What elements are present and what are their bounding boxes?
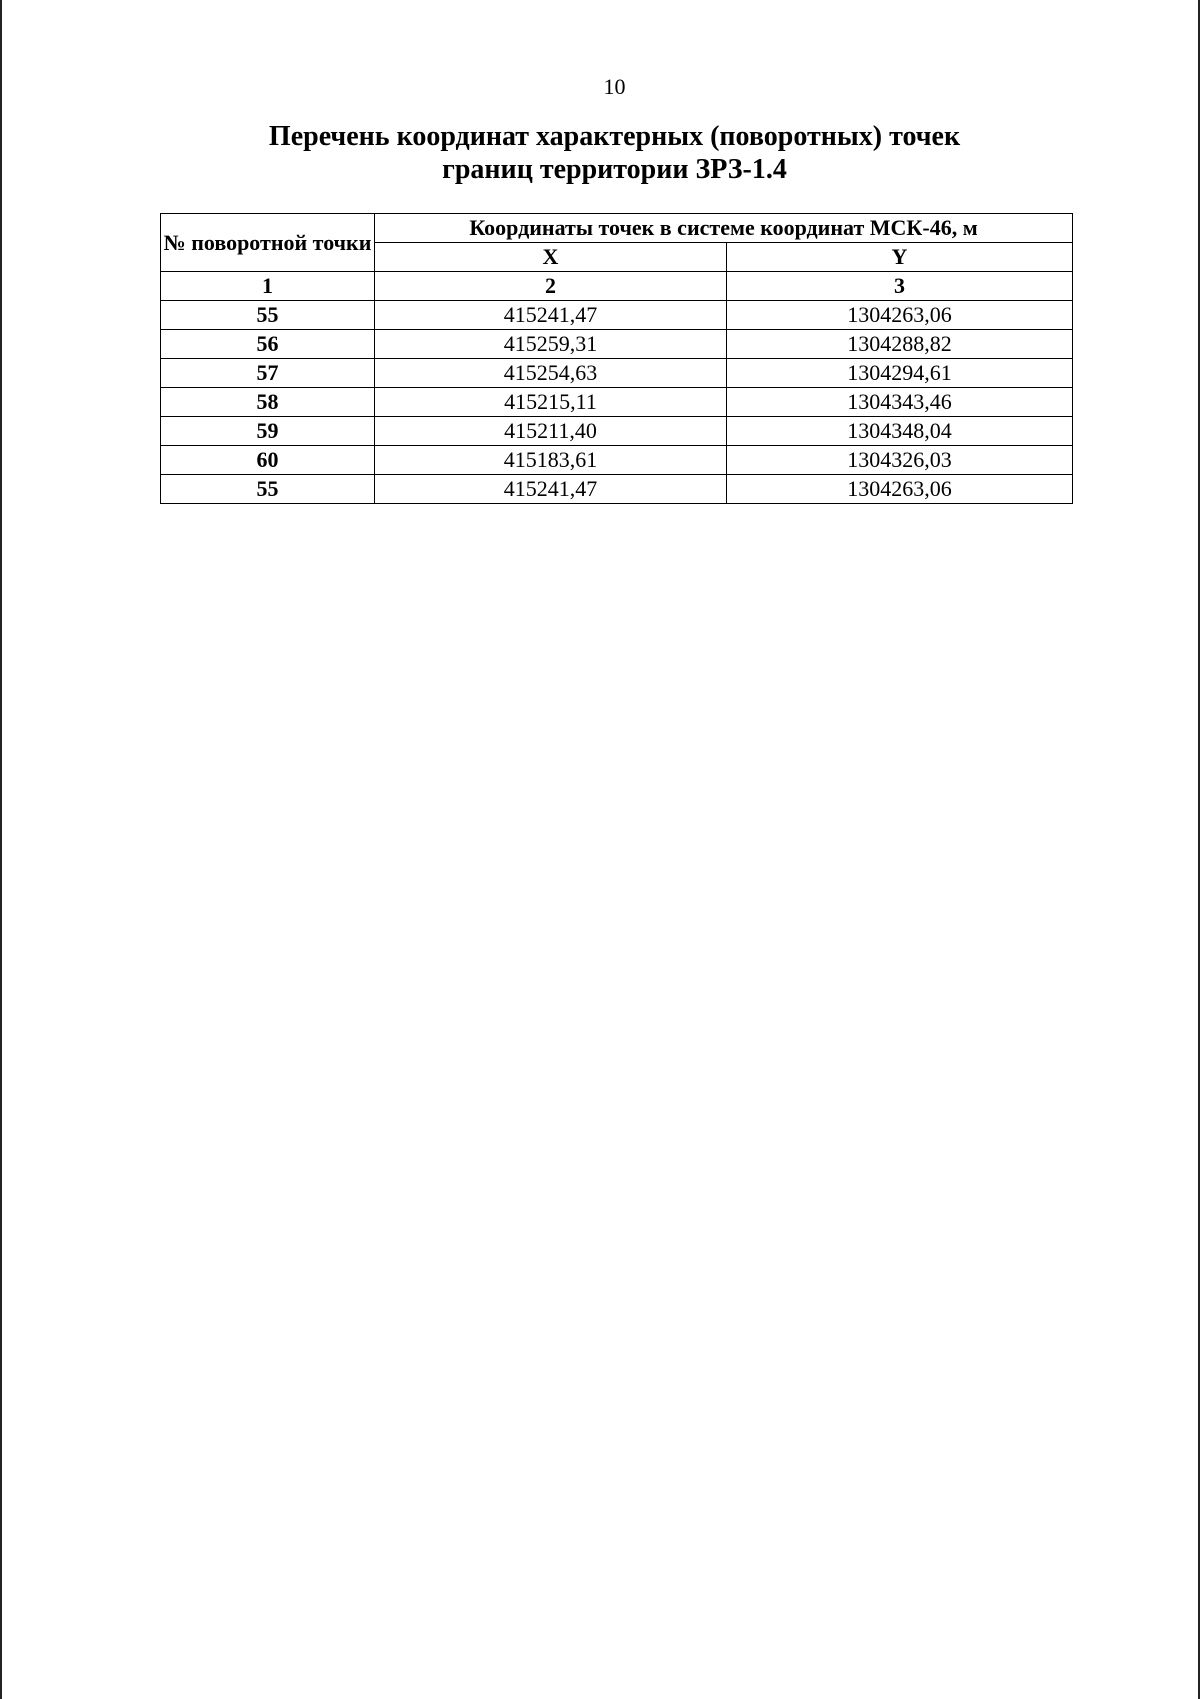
table-header-row — [161, 214, 1073, 243]
column-number-1: 1 — [161, 272, 375, 301]
point-number-cell: 58 — [161, 388, 375, 417]
table-row — [161, 388, 1073, 417]
column-numbers-row — [161, 272, 1073, 301]
table-row — [161, 475, 1073, 504]
column-number-3: 3 — [727, 272, 1073, 301]
column-number-2: 2 — [375, 272, 727, 301]
y-coordinate-cell: 1304348,04 — [727, 417, 1073, 446]
point-number-cell: 59 — [161, 417, 375, 446]
table-row — [161, 417, 1073, 446]
title-line-1: Перечень координат характерных (поворотных) точек — [268, 121, 961, 152]
table-row — [161, 330, 1073, 359]
header-point-number: № поворотной точки — [161, 214, 375, 272]
y-coordinate-cell: 1304288,82 — [727, 330, 1073, 359]
table-row — [161, 359, 1073, 388]
header-y: Y — [727, 243, 1073, 272]
y-coordinate-cell: 1304263,06 — [727, 301, 1073, 330]
point-number-cell: 56 — [161, 330, 375, 359]
y-coordinate-cell: 1304263,06 — [727, 475, 1073, 504]
y-coordinate-cell: 1304343,46 — [727, 388, 1073, 417]
point-number-cell: 57 — [161, 359, 375, 388]
header-coordinates: Координаты точек в системе координат МСК-46, м — [375, 214, 1073, 243]
x-coordinate-cell: 415259,31 — [375, 330, 727, 359]
point-number-cell: 55 — [161, 301, 375, 330]
point-number-cell: 60 — [161, 446, 375, 475]
x-coordinate-cell: 415211,40 — [375, 417, 727, 446]
y-coordinate-cell: 1304326,03 — [727, 446, 1073, 475]
x-coordinate-cell: 415183,61 — [375, 446, 727, 475]
x-coordinate-cell: 415215,11 — [375, 388, 727, 417]
point-number-cell: 55 — [161, 475, 375, 504]
page-number: 10 — [603, 74, 626, 99]
table-row — [161, 446, 1073, 475]
header-x: X — [375, 243, 727, 272]
y-coordinate-cell: 1304294,61 — [727, 359, 1073, 388]
x-coordinate-cell: 415241,47 — [375, 475, 727, 504]
x-coordinate-cell: 415241,47 — [375, 301, 727, 330]
title-line-2: границ территории ЗРЗ-1.4 — [442, 154, 787, 185]
scan-edge-left — [0, 0, 2, 1699]
document-title — [0, 120, 1200, 186]
x-coordinate-cell: 415254,63 — [375, 359, 727, 388]
table-row — [161, 301, 1073, 330]
coordinates-table — [160, 213, 1073, 504]
